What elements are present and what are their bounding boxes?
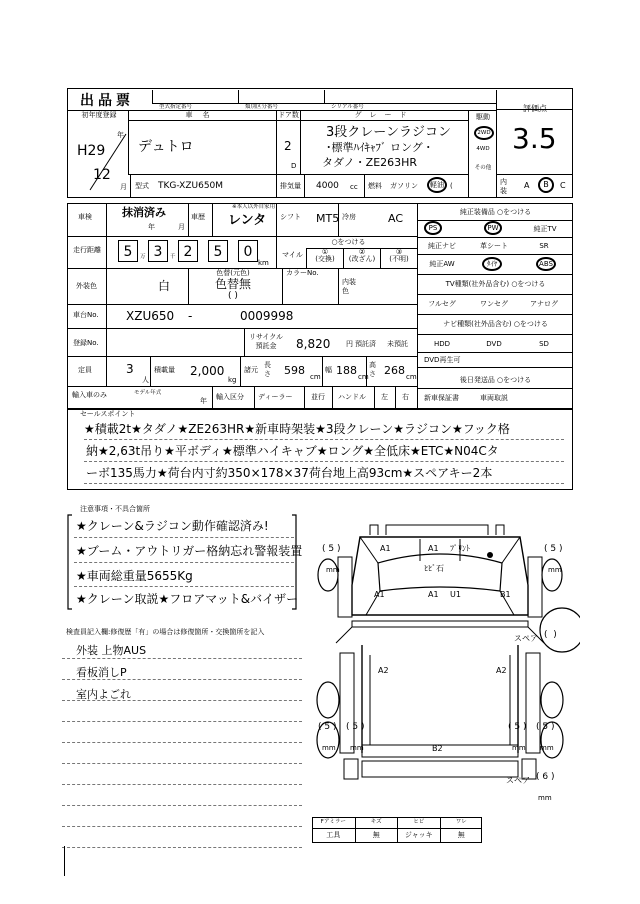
- after-send-label: 後日発送品 ○をつける: [459, 376, 532, 384]
- load-unit: kg: [228, 376, 237, 384]
- odometer: [118, 240, 276, 264]
- first-reg-year: H29: [77, 143, 106, 159]
- first-reg-month: 12: [93, 167, 111, 183]
- manual-option[interactable]: 車両取説: [480, 394, 508, 402]
- grade-line-1: 3段クレーンラジコン: [326, 125, 452, 140]
- history-note: ※本人以外自家用: [232, 204, 276, 210]
- tv-type-label: TV種類(社外品含む) ○をつける: [445, 280, 546, 288]
- selling-points-label: セールスポイント: [80, 410, 136, 418]
- displacement-label: 排気量: [280, 182, 301, 190]
- page-edge-mark: [64, 846, 65, 876]
- spare-tire-depth: ( ): [544, 630, 557, 640]
- tire-depth-unit: mm: [350, 744, 364, 752]
- reg-slash: [88, 132, 128, 192]
- genuine-equipment-label: 純正装備品 ○をつける: [459, 208, 532, 216]
- navi-hdd-option[interactable]: HDD: [433, 340, 451, 348]
- height-divider: [366, 356, 367, 386]
- year-unit: 年: [117, 131, 124, 139]
- recycle-value: 8,820: [296, 337, 331, 351]
- recycle-unit: 円: [346, 340, 353, 348]
- mile-option-2-label: (改ざん): [348, 255, 376, 263]
- selling-point-line-3: ーボ135馬力★荷台内寸約350×178×37荷台地上高93cm★スペアキー2本: [86, 466, 493, 480]
- tire-depth-unit: mm: [326, 566, 340, 574]
- fuel-cell: [364, 174, 365, 198]
- mileage-circle-note: ○をつける: [331, 238, 366, 246]
- shift-label: シフト: [280, 213, 301, 221]
- name-label-cell: [128, 110, 276, 120]
- mile-option-3-num: ③: [395, 248, 403, 256]
- height-label: 高さ: [369, 361, 376, 378]
- interior-grade-b[interactable]: [538, 177, 554, 193]
- damage-mark: A1: [428, 544, 439, 553]
- mileage-label: 走行距離: [73, 246, 101, 254]
- damage-mark: A1: [428, 590, 439, 599]
- odometer-digit: 3: [148, 240, 168, 262]
- navi-type-label: ナビ種類(社外品含む) ○をつける: [443, 320, 548, 328]
- note-line-2: ★ブーム・アウトリガー格納忘れ警報装置: [76, 544, 303, 558]
- color-no-label: カラーNo.: [286, 269, 319, 277]
- import-kind-divider: [212, 386, 213, 409]
- interior-grade-c[interactable]: C: [560, 181, 566, 190]
- color-change-divider: [188, 268, 189, 304]
- mile-divider: [276, 236, 277, 268]
- tv-oneseg-option[interactable]: ワンセグ: [480, 300, 508, 308]
- capacity-value: 3: [126, 362, 134, 376]
- inspector-rule: [62, 805, 302, 806]
- warranty-option[interactable]: 新車保証書: [424, 394, 459, 402]
- mile-option-1-label: (交換): [315, 255, 335, 263]
- model-value: TKG-XZU650M: [158, 181, 224, 191]
- model-cert-cell: [152, 90, 238, 110]
- eq-tire-label: ﾀｲﾔ: [486, 260, 498, 268]
- inspector-rule: [62, 847, 302, 848]
- load-divider: [150, 356, 151, 386]
- tire-depth: ( 5 ): [536, 722, 555, 732]
- inspector-label: 検査員記入欄:修復歴「有」の場合は修復箇所・交換箇所を記入: [66, 628, 265, 636]
- handle-right-option[interactable]: 右: [402, 393, 409, 401]
- inspector-rule: [62, 784, 302, 785]
- damage-mark: A2: [378, 666, 389, 675]
- fuel-gasoline-option[interactable]: ガソリン: [390, 182, 418, 190]
- damage-mark: B2: [432, 744, 443, 753]
- selling-line-rule: [84, 439, 564, 440]
- fuel-diesel-option[interactable]: [427, 177, 447, 193]
- notes-label: 注意事項・不具合箇所: [80, 505, 150, 513]
- handle-label: ハンドル: [338, 393, 366, 401]
- eq-divider: [417, 352, 573, 353]
- eq-pw-option[interactable]: [484, 221, 502, 235]
- serial-label: シリアル番号: [331, 104, 364, 110]
- doors-label: ドア数: [278, 111, 299, 119]
- eq-navi-option[interactable]: 純正ナビ: [428, 242, 456, 250]
- damage-mark: ﾌﾟﾘﾝﾄ: [450, 544, 470, 553]
- defect-value: 無: [355, 828, 398, 843]
- chassis-dash: -: [188, 309, 193, 323]
- tire-depth: ( 5 ): [544, 544, 563, 554]
- eq-divider: [417, 314, 573, 315]
- mile-option-3[interactable]: [380, 248, 417, 268]
- page-title: [80, 90, 152, 110]
- eq-divider: [417, 388, 573, 389]
- doors-value: 2: [284, 139, 292, 153]
- diagram-labels: [300, 505, 580, 805]
- drive-2wd-option[interactable]: [474, 126, 494, 140]
- spare-tire-depth: ( 6 ): [536, 772, 555, 782]
- shift-value: MT5: [316, 212, 340, 225]
- dvd-play-option[interactable]: DVD再生可: [424, 356, 461, 364]
- ac-value: AC: [388, 212, 404, 225]
- recycle-label: リサイクル預託金: [248, 333, 284, 350]
- color-no-divider: [282, 268, 283, 304]
- eq-ps-label: PS: [428, 224, 438, 232]
- row-divider: [67, 304, 417, 305]
- interior-grade-a[interactable]: A: [524, 181, 530, 190]
- fuel-other-option[interactable]: (: [450, 182, 453, 190]
- tire-depth: ( 5 ): [346, 722, 365, 732]
- handle-divider: [374, 386, 375, 409]
- dims-label: 諸元: [244, 366, 258, 374]
- note-rule: [74, 586, 294, 587]
- car-name-label: 車名: [185, 111, 220, 119]
- inspection-month-unit: 月: [178, 223, 185, 231]
- model-year-label: モデル年式: [134, 390, 162, 396]
- damage-mark: B1: [500, 590, 511, 599]
- score-label-cell: [496, 90, 573, 113]
- eq-aw-option[interactable]: 純正AW: [429, 260, 455, 268]
- interior-grade-b-label: B: [543, 180, 549, 189]
- row-divider: [67, 236, 417, 237]
- score-label: 評価点: [523, 104, 547, 113]
- inspector-rule: [62, 658, 302, 659]
- import-kind-divider: [304, 386, 305, 409]
- eq-ps-option[interactable]: [424, 221, 442, 235]
- doors-unit: D: [291, 162, 297, 170]
- import-label: 輸入車のみ: [72, 391, 107, 399]
- damage-mark: U1: [450, 590, 461, 599]
- defect-value: 無: [440, 828, 483, 843]
- length-value: 598: [284, 364, 305, 377]
- color-change-label: 色替(元色): [216, 269, 250, 277]
- shift-divider: [276, 203, 277, 236]
- title-text: 出品票: [80, 93, 134, 109]
- capacity-label: 定員: [78, 366, 92, 374]
- registration-label: 登録No.: [73, 339, 99, 347]
- odometer-digit: 5: [118, 240, 138, 262]
- tire-depth: ( 5 ): [318, 722, 337, 732]
- ac-divider: [338, 203, 339, 236]
- note-line-4: ★クレーン取説★フロアマット&バイザー: [76, 592, 299, 606]
- model-divider: [130, 174, 131, 198]
- dims-divider: [240, 356, 241, 386]
- chassis-number: 0009998: [240, 309, 294, 323]
- interior-color-label: 内装色: [342, 278, 356, 295]
- import-dealer-option[interactable]: ディーラー: [258, 393, 293, 401]
- width-divider: [322, 356, 323, 386]
- registration-divider: [106, 328, 107, 356]
- import-kind-divider: [254, 386, 255, 409]
- eq-divider: [417, 254, 573, 255]
- drive-2wd-label: 2WD: [477, 130, 491, 136]
- tire-depth: ( 5 ): [508, 722, 527, 732]
- tire-depth-unit: mm: [512, 744, 526, 752]
- handle-left-option[interactable]: 左: [381, 393, 388, 401]
- width-value: 188: [336, 364, 357, 377]
- defect-header: ワレ: [440, 817, 483, 828]
- eq-tire-option[interactable]: [482, 257, 502, 271]
- color-change-paren: ( ): [228, 291, 238, 301]
- history-value: レンタ: [228, 213, 267, 228]
- interior-label: 内装: [500, 178, 507, 195]
- import-kind-label: 輸入区分: [216, 393, 244, 401]
- grade-line-3: タダノ・ZE263HR: [322, 156, 418, 169]
- history-label: 車歴: [191, 213, 205, 221]
- selling-line-rule: [84, 483, 564, 484]
- spare-tire-label: スペア: [506, 776, 530, 785]
- odometer-unit: 千: [170, 254, 176, 260]
- inspector-rule: [62, 700, 302, 701]
- mile-option-1-num: ①: [321, 248, 329, 256]
- category-cell: [238, 90, 324, 110]
- history-value-divider: [212, 203, 213, 236]
- history-divider: [188, 203, 189, 236]
- eq-divider: [417, 334, 573, 335]
- displacement-unit: cc: [350, 183, 358, 191]
- drive-other-option[interactable]: その他: [474, 165, 492, 171]
- note-line-1: ★クレーン&ラジコン動作確認済み!: [76, 519, 269, 533]
- color-change-value: 色替無: [214, 277, 251, 291]
- tire-depth-unit: mm: [548, 566, 562, 574]
- chassis-divider: [106, 304, 107, 328]
- inspector-rule: [62, 763, 302, 764]
- inspector-line-1: 外装 上物AUS: [76, 644, 147, 657]
- eq-abs-label: ABS: [539, 260, 553, 268]
- color-value: 白: [158, 279, 171, 293]
- selling-point-line-1: ★積載2t★タダノ★ZE263HR★新車時架装★3段クレーン★ラジコン★フック格: [84, 422, 510, 436]
- inspection-value: 抹消済み: [122, 206, 166, 219]
- color-divider: [106, 268, 107, 304]
- mile-option-2-num: ②: [358, 248, 366, 256]
- grade-line-2: ･標準ﾊｲｷｬﾌﾞ ロング・: [326, 141, 434, 154]
- load-value: 2,000: [190, 364, 225, 378]
- odometer-unit: 万: [140, 254, 146, 260]
- tire-depth: ( 5 ): [322, 544, 341, 554]
- row-divider: [67, 386, 417, 387]
- navi-dvd-option[interactable]: DVD: [486, 340, 502, 348]
- defect-header: Fアミラー: [320, 819, 346, 825]
- chassis-prefix: XZU650: [126, 309, 175, 323]
- tire-depth-unit: mm: [322, 744, 336, 752]
- length-unit: cm: [310, 373, 321, 381]
- mileage-km-unit: km: [258, 259, 269, 267]
- load-label: 積載量: [154, 366, 175, 374]
- score-value: 3.5: [512, 122, 557, 155]
- selling-line-rule: [84, 461, 564, 462]
- inspector-line-3: 室内よごれ: [76, 688, 131, 701]
- category-label: 類別区分番号: [245, 104, 279, 110]
- spare-tire-label: スペア: [514, 634, 538, 643]
- eq-divider: [417, 294, 573, 295]
- drive-4wd-option[interactable]: 4WD: [476, 146, 490, 152]
- defect-header: キズ: [355, 817, 398, 828]
- fuel-diesel-label: 軽油: [430, 181, 444, 189]
- doors-label-cell: [276, 110, 300, 120]
- handle-divider: [332, 386, 333, 409]
- displacement-divider: [304, 174, 305, 198]
- tv-analog-option[interactable]: アナログ: [530, 300, 558, 308]
- score-value-wrap: [512, 122, 557, 155]
- recycle-unpaid-option[interactable]: 未預託: [387, 340, 408, 348]
- height-value: 268: [384, 364, 405, 377]
- recycle-paid-option[interactable]: 預託済: [355, 340, 376, 348]
- inspection-label: 車検: [78, 213, 92, 221]
- interior-color-divider: [338, 268, 339, 304]
- length-label: 長さ: [264, 361, 271, 378]
- note-rule: [74, 537, 294, 538]
- row-divider: [67, 328, 417, 329]
- inspector-rule: [62, 742, 302, 743]
- grade-label: グレード: [354, 111, 415, 119]
- model-label: 型式: [135, 182, 149, 190]
- defect-value: ジャッキ: [397, 828, 440, 843]
- tv-fullseg-option[interactable]: フルセグ: [428, 300, 456, 308]
- inspector-rule: [62, 679, 302, 680]
- odometer-digit: 0: [238, 240, 258, 262]
- color-label: 外装色: [76, 282, 97, 290]
- damage-mark: A2: [496, 666, 507, 675]
- car-name: デュトロ: [138, 139, 194, 155]
- first-reg-label: 初年度登録: [81, 111, 117, 119]
- row-divider: [128, 174, 468, 175]
- inspector-rules: [62, 658, 302, 878]
- row-divider: [67, 356, 417, 357]
- mile-label[interactable]: マイル: [282, 251, 303, 259]
- height-unit: cm: [406, 373, 417, 381]
- note-line-3: ★車両総重量5655Kg: [76, 569, 193, 583]
- note-rule: [74, 562, 294, 563]
- inspection-divider: [106, 203, 107, 236]
- inspection-year-unit: 年: [148, 223, 155, 231]
- fuel-label: 燃料: [368, 182, 382, 190]
- damage-mark: A1: [374, 590, 385, 599]
- width-label: 幅: [325, 366, 332, 374]
- inspector-rule: [62, 826, 302, 827]
- navi-sd-option[interactable]: SD: [539, 340, 549, 348]
- handle-divider: [395, 386, 396, 409]
- capacity-divider: [106, 356, 107, 386]
- defect-header: ヒビ: [397, 817, 440, 828]
- ac-label: 冷房: [342, 213, 356, 221]
- import-year-unit: 年: [200, 397, 207, 405]
- damage-mark: ﾋﾋﾞ石: [424, 564, 444, 573]
- chassis-label: 車台No.: [73, 311, 99, 319]
- defect-cells: [312, 817, 482, 843]
- eq-pw-label: PW: [487, 224, 499, 232]
- defect-value: 工具: [326, 831, 341, 839]
- model-cert-label: 型式指定番号: [159, 104, 193, 110]
- eq-abs-option[interactable]: [536, 257, 556, 271]
- mile-option-2[interactable]: [343, 248, 380, 268]
- displacement-cell: [276, 174, 277, 198]
- mile-option-3-label: (不明): [389, 255, 409, 263]
- mileage-divider: [106, 236, 107, 268]
- eq-divider: [417, 367, 573, 368]
- spare-tire-unit: mm: [538, 794, 552, 802]
- eq-leather-option[interactable]: 革シート: [480, 242, 508, 250]
- drive-cell: [468, 110, 496, 198]
- odometer-digit: 2: [178, 240, 198, 262]
- inspector-rule: [62, 721, 302, 722]
- recycle-divider: [244, 328, 245, 356]
- capacity-unit: 人: [142, 376, 149, 384]
- eq-tv-option[interactable]: 純正TV: [533, 225, 557, 233]
- eq-divider: [417, 237, 573, 238]
- eq-sr-option[interactable]: SR: [539, 242, 549, 250]
- mile-option-1[interactable]: [306, 248, 343, 268]
- import-parallel-option[interactable]: 並行: [311, 393, 325, 401]
- month-unit: 月: [120, 183, 127, 191]
- eq-divider: [417, 274, 573, 275]
- tire-depth-unit: mm: [540, 744, 554, 752]
- grade-label-cell: [300, 110, 468, 120]
- serial-cell: [324, 90, 496, 110]
- drive-label: 駆動: [476, 113, 490, 121]
- damage-mark: A1: [380, 544, 391, 553]
- odometer-digit: 5: [208, 240, 228, 262]
- width-unit: cm: [358, 373, 369, 381]
- displacement-value: 4000: [316, 181, 339, 191]
- selling-point-line-2: 納★2,63t吊り★平ボディ★標準ハイキャブ★ロング★全低床★ETC★N04Cタ: [86, 444, 499, 458]
- inspector-line-2: 看板消しP: [76, 666, 127, 679]
